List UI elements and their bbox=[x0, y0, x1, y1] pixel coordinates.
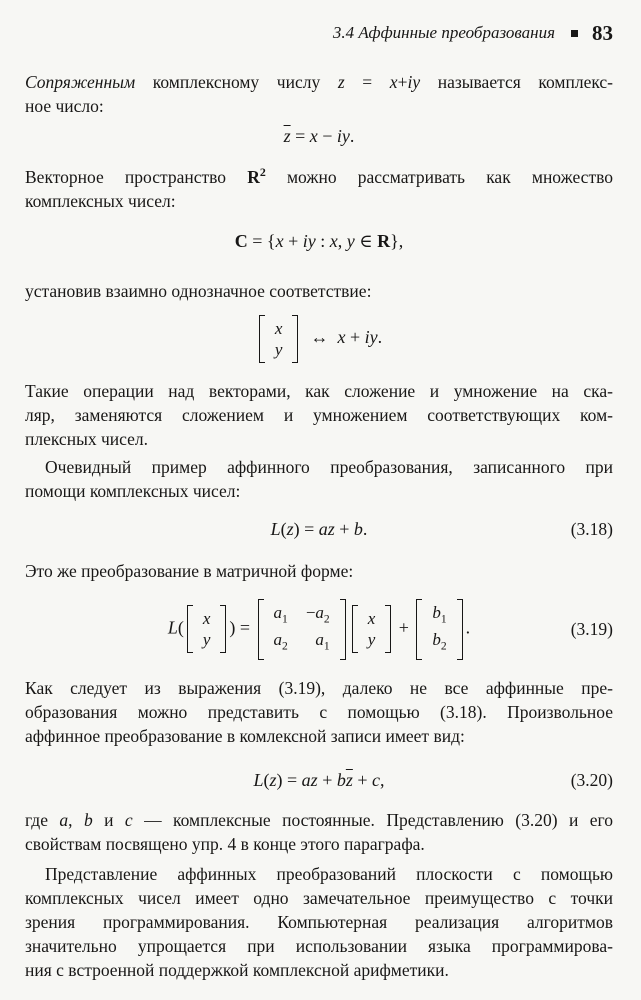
text-line: ляр, заменяются сложением и умножением соответствующих ком- bbox=[25, 404, 613, 425]
formula-vector-correspondence bbox=[25, 315, 613, 363]
square-bullet-icon bbox=[571, 30, 578, 37]
text-line: где a, b и c — комплексные постоянные. Представлению (3.20) и его bbox=[25, 809, 614, 830]
formula-complex-set bbox=[25, 229, 613, 253]
section-title: 3.4 Аффинные преобразования bbox=[332, 23, 555, 42]
paragraph-correspondence bbox=[25, 279, 613, 303]
text-line: Векторное пространство $R^2$ можно рассматривать как множество bbox=[25, 165, 613, 187]
text-line: значительно упрощается при использовании языка программирова- bbox=[25, 935, 613, 956]
text-line: ния с встроенной поддержкой комплексной арифметики. bbox=[25, 959, 449, 980]
text-line: плексных чисел. bbox=[25, 428, 148, 449]
text-line: ное число: bbox=[25, 96, 104, 116]
equation-number: (3.18) bbox=[570, 518, 613, 539]
formula-body: C = {x + iy : x, y ∈ R}, bbox=[234, 230, 404, 251]
text-line: комплексных чисел: bbox=[25, 190, 176, 211]
page-number: 83 bbox=[592, 21, 613, 45]
text-line: Представление аффинных преобразований плоскости с помощью bbox=[45, 863, 613, 884]
paragraph-constants bbox=[25, 808, 613, 856]
text-line: Это же преобразование в матричной форме: bbox=[25, 560, 354, 581]
paragraph-matrix-form bbox=[25, 559, 613, 583]
formula-body: $\overline{z} = x$ − iy. bbox=[283, 126, 355, 146]
text-line: Очевидный пример аффинного преобразования, записанного при bbox=[45, 456, 613, 477]
text-line: Такие операции над векторами, как сложение и умножение на ска- bbox=[25, 380, 613, 401]
paragraph-vector-space bbox=[25, 160, 613, 213]
formula-body: L( x y ) = $a_1$ $-a_2$ $a_2$ $a_1$ x y + $b_1$ $b_2$ . bbox=[168, 599, 470, 660]
formula-3-19 bbox=[25, 599, 613, 660]
text-line: Как следует из выражения (3.19), далеко не все аффинные пре- bbox=[25, 677, 613, 698]
formula-conjugate bbox=[25, 124, 613, 148]
formula-3-18 bbox=[25, 517, 613, 541]
text-line: помощи комплексных чисел: bbox=[25, 480, 241, 501]
formula-3-20 bbox=[25, 768, 613, 792]
running-head bbox=[25, 22, 613, 44]
text-line: комплексных чисел имеет одно замечательное преимущество с точки bbox=[25, 887, 613, 908]
paragraph-conjugate-intro bbox=[25, 70, 613, 118]
formula-body: x y ↔ x + iy. bbox=[256, 315, 382, 363]
text-line: образования можно представить с помощью (3.18). Произвольное bbox=[25, 701, 613, 722]
text-line: Сопряженным комплексному числу z = x+iy называется комплекс- bbox=[25, 72, 614, 92]
text-line: аффинное преобразование в комлексной записи имеет вид: bbox=[25, 725, 465, 746]
text-line: установив взаимно однозначное соответствие: bbox=[25, 280, 372, 301]
text-line: зрения программирования. Компьютерная реализация алгоритмов bbox=[25, 911, 613, 932]
paragraph-affine-example bbox=[25, 455, 613, 503]
formula-body: L(z) = az + b. bbox=[270, 518, 368, 539]
equation-number: (3.19) bbox=[570, 619, 613, 640]
formula-body: L(z) = az + $b\overline{z} + c$, bbox=[253, 769, 385, 790]
paragraph-general-affine bbox=[25, 676, 613, 748]
equation-number: (3.20) bbox=[570, 769, 613, 790]
paragraph-operations bbox=[25, 379, 613, 451]
paragraph-programming-advantage bbox=[25, 862, 613, 982]
text-line: свойствам посвящено упр. 4 в конце этого параграфа. bbox=[25, 833, 425, 854]
